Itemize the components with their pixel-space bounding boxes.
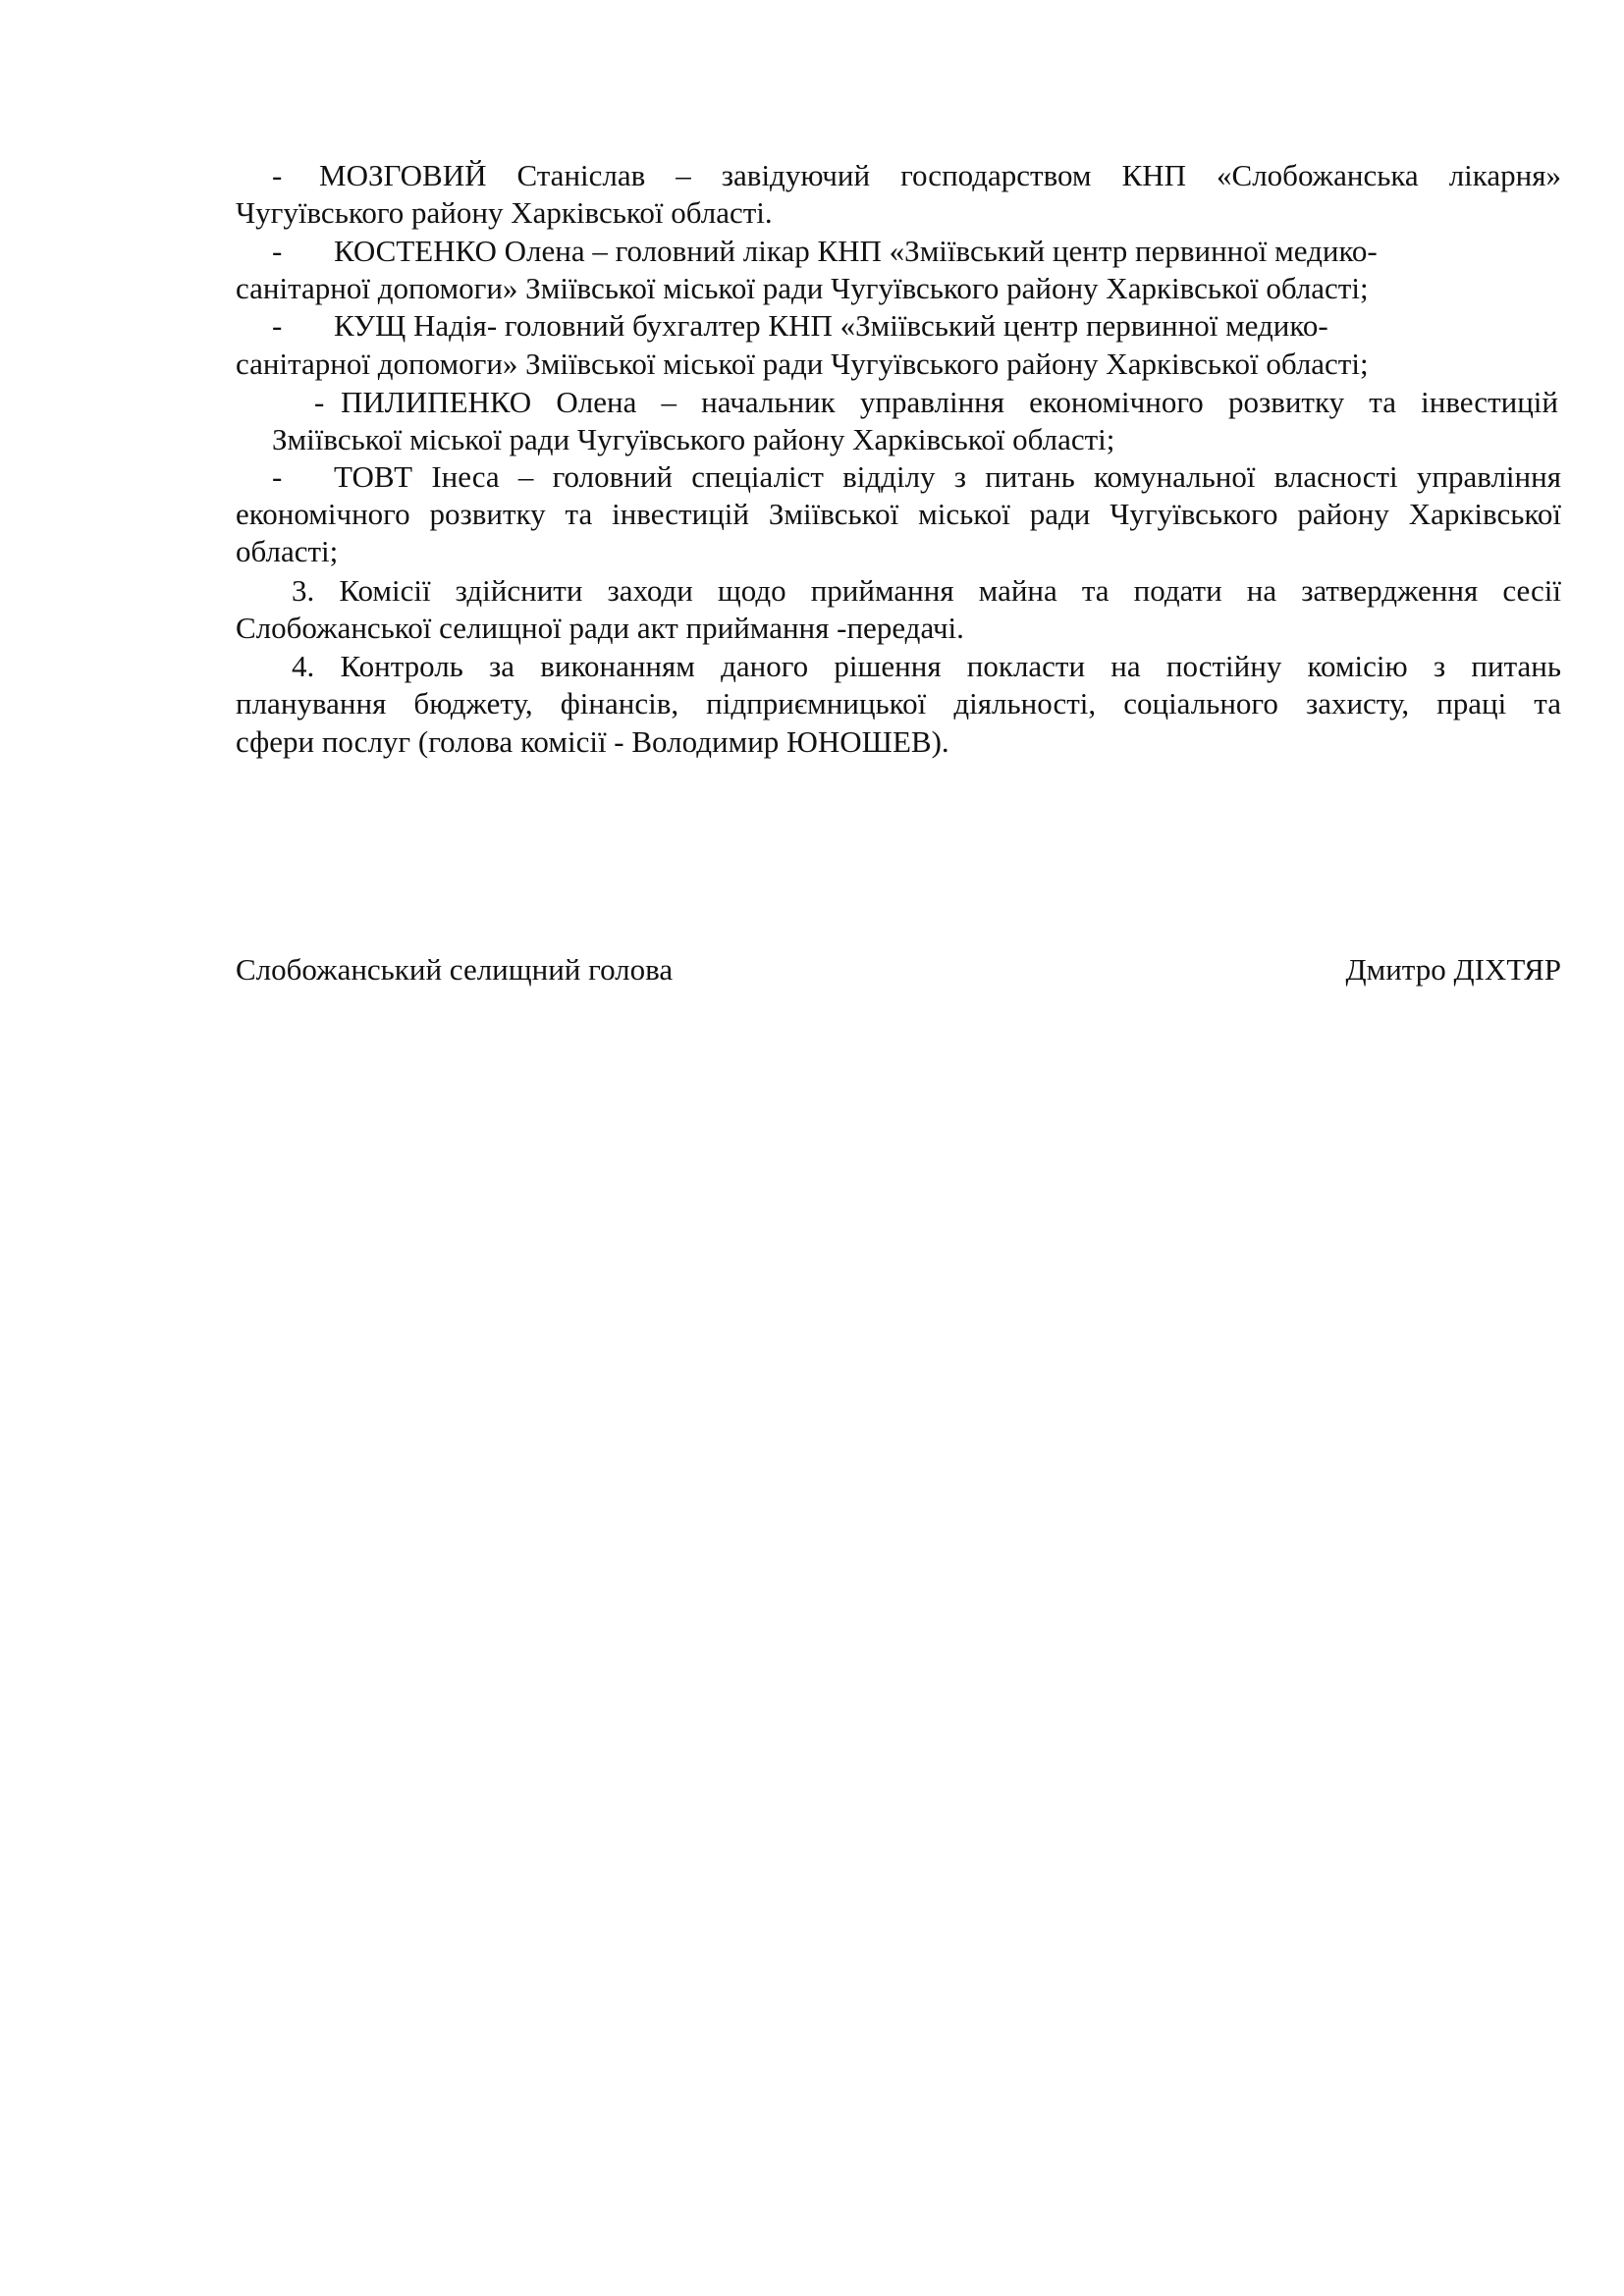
- member-line: області;: [236, 534, 339, 568]
- member-line: санітарної допомоги» Зміївської міської ради Чугуївського району Харківської області;: [236, 271, 1369, 305]
- member-line: КУЩ Надія- головний бухгалтер КНП «Зміївський центр первинної медико-: [334, 308, 1328, 343]
- paragraph-point-4: сфери послуг (голова комісії - Володимир ЮНОШЕВ).: [236, 724, 949, 759]
- list-dash: -: [272, 459, 283, 494]
- paragraph-point-3: Слобожанської селищної ради акт приймання -передачі.: [236, 611, 964, 645]
- paragraph-point-3: 3. Комісії здійснити заходи щодо приймання майна та подати на затвердження сесії: [292, 573, 1561, 608]
- member-line: ПИЛИПЕНКО Олена – начальник управління економічного розвитку та інвестицій: [341, 385, 1558, 419]
- signature-name: Дмитро ДІХТЯР: [1345, 952, 1561, 987]
- member-line: КОСТЕНКО Олена – головний лікар КНП «Зміївський центр первинної медико-: [334, 234, 1378, 268]
- member-line: ТОВТ Інеса – головний спеціаліст відділу з питань комунальної власності управління: [334, 459, 1561, 494]
- list-dash: -: [314, 385, 325, 419]
- member-line: економічного розвитку та інвестицій Зміївської міської ради Чугуївського району Харківської: [236, 497, 1561, 531]
- list-dash: -: [272, 158, 283, 192]
- member-line: санітарної допомоги» Зміївської міської ради Чугуївського району Харківської області;: [236, 347, 1369, 381]
- list-dash: -: [272, 234, 283, 268]
- member-line: Зміївської міської ради Чугуївського району Харківської області;: [272, 422, 1115, 456]
- member-line: МОЗГОВИЙ Станіслав – завідуючий господарством КНП «Слобожанська лікарня»: [319, 158, 1561, 192]
- paragraph-point-4: планування бюджету, фінансів, підприємницької діяльності, соціального захисту, праці та: [236, 686, 1561, 721]
- list-dash: -: [272, 308, 283, 343]
- member-line: Чугуївського району Харківської області.: [236, 195, 773, 230]
- signature-title: Слобожанський селищний голова: [236, 952, 674, 987]
- paragraph-point-4: 4. Контроль за виконанням даного рішення покласти на постійну комісію з питань: [292, 649, 1561, 683]
